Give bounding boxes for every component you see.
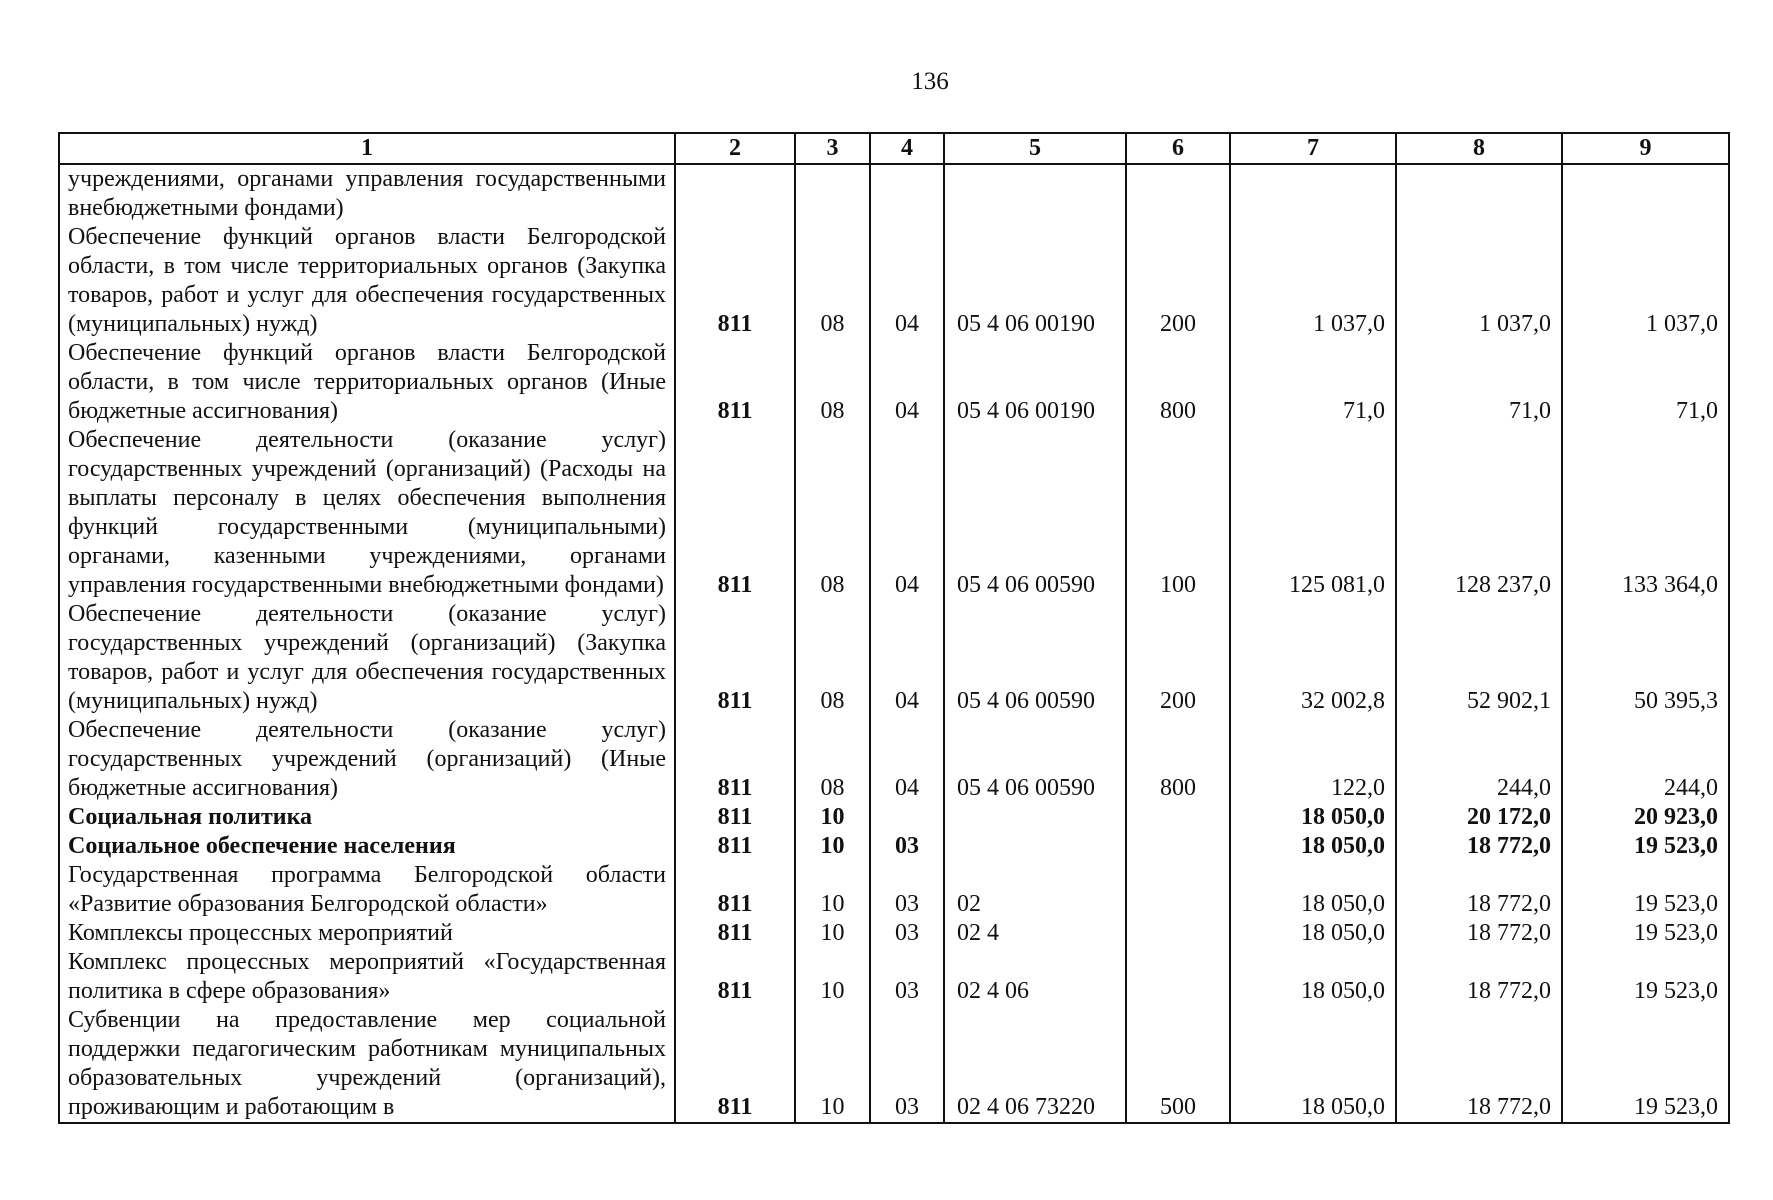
row-name: Обеспечение функций органов власти Белгородской области, в том числе территориальных органов (Закупка товаров, работ и услуг для обеспечения государственных (муниципальных) нужд) [59,223,675,339]
row-name: Комплекс процессных мероприятий «Государственная политика в сфере образования» [59,948,675,1006]
row-grbs: 811 [675,223,795,339]
row-grbs: 811 [675,1006,795,1123]
table-row [59,803,1729,832]
row-name: Обеспечение деятельности (оказание услуг) государственных учреждений (организаций) (Закупка товаров, работ и услуг для обеспечения государственных (муниципальных) нужд) [59,600,675,716]
row-amount-year3 [1562,164,1729,223]
col-header-csr: 5 [944,133,1126,164]
col-header-rz: 3 [795,133,870,164]
row-expense-type [1126,803,1230,832]
row-section: 08 [795,716,870,803]
row-amount-year1: 18 050,0 [1230,1006,1396,1123]
row-grbs: 811 [675,600,795,716]
row-amount-year1: 18 050,0 [1230,861,1396,919]
row-section: 10 [795,948,870,1006]
row-subsection [870,803,944,832]
table-body [59,164,1729,1123]
table-row [59,223,1729,339]
row-amount-year1: 122,0 [1230,716,1396,803]
row-amount-year2: 1 037,0 [1396,223,1562,339]
table-row [59,832,1729,861]
budget-table [58,132,1730,1124]
row-amount-year1: 18 050,0 [1230,919,1396,948]
row-target-article [944,832,1126,861]
row-amount-year1: 18 050,0 [1230,832,1396,861]
row-subsection: 03 [870,832,944,861]
table-row [59,948,1729,1006]
row-name: Социальная политика [59,803,675,832]
col-header-year2: 8 [1396,133,1562,164]
table-row [59,861,1729,919]
row-section: 08 [795,426,870,600]
row-section: 10 [795,1006,870,1123]
row-section: 10 [795,832,870,861]
row-expense-type [1126,164,1230,223]
row-amount-year2: 20 172,0 [1396,803,1562,832]
table-header-row [59,133,1729,164]
col-header-grbs: 2 [675,133,795,164]
col-header-year1: 7 [1230,133,1396,164]
row-subsection: 04 [870,339,944,426]
row-amount-year3: 71,0 [1562,339,1729,426]
row-amount-year1 [1230,164,1396,223]
row-target-article: 05 4 06 00190 [944,339,1126,426]
row-section [795,164,870,223]
row-amount-year3: 133 364,0 [1562,426,1729,600]
row-amount-year3: 19 523,0 [1562,861,1729,919]
table-row [59,919,1729,948]
row-amount-year3: 19 523,0 [1562,1006,1729,1123]
row-amount-year1: 18 050,0 [1230,803,1396,832]
row-expense-type [1126,948,1230,1006]
row-section: 08 [795,600,870,716]
row-target-article: 02 4 [944,919,1126,948]
row-amount-year1: 32 002,8 [1230,600,1396,716]
table-row [59,164,1729,223]
row-grbs: 811 [675,832,795,861]
row-grbs: 811 [675,861,795,919]
row-grbs: 811 [675,339,795,426]
row-grbs: 811 [675,803,795,832]
row-grbs: 811 [675,948,795,1006]
row-name: Субвенции на предоставление мер социальной поддержки педагогическим работникам муниципальных образовательных учреждений (организаций), проживающим и работающим в [59,1006,675,1123]
row-name: Обеспечение функций органов власти Белгородской области, в том числе территориальных органов (Иные бюджетные ассигнования) [59,339,675,426]
table-row [59,716,1729,803]
row-amount-year3: 19 523,0 [1562,832,1729,861]
row-name: Обеспечение деятельности (оказание услуг) государственных учреждений (организаций) (Расходы на выплаты персоналу в целях обеспечения выполнения функций государственными (муниципальными) органами, казенными учреждениями, органами управления государственными внебюджетными фондами) [59,426,675,600]
row-expense-type: 200 [1126,223,1230,339]
row-amount-year3: 19 523,0 [1562,948,1729,1006]
row-expense-type: 100 [1126,426,1230,600]
row-subsection: 03 [870,861,944,919]
row-subsection: 03 [870,948,944,1006]
row-amount-year3: 19 523,0 [1562,919,1729,948]
row-section: 08 [795,223,870,339]
row-target-article: 05 4 06 00590 [944,426,1126,600]
col-header-year3: 9 [1562,133,1729,164]
row-amount-year3: 244,0 [1562,716,1729,803]
row-amount-year2: 71,0 [1396,339,1562,426]
row-section: 10 [795,803,870,832]
row-target-article: 02 4 06 [944,948,1126,1006]
table-row [59,339,1729,426]
row-section: 08 [795,339,870,426]
row-grbs [675,164,795,223]
row-amount-year3: 20 923,0 [1562,803,1729,832]
row-expense-type: 800 [1126,716,1230,803]
row-subsection: 03 [870,1006,944,1123]
row-grbs: 811 [675,426,795,600]
row-section: 10 [795,861,870,919]
row-subsection: 03 [870,919,944,948]
row-expense-type: 500 [1126,1006,1230,1123]
row-subsection: 04 [870,716,944,803]
row-expense-type: 200 [1126,600,1230,716]
row-name: Социальное обеспечение населения [59,832,675,861]
row-amount-year2: 244,0 [1396,716,1562,803]
row-amount-year3: 50 395,3 [1562,600,1729,716]
row-target-article: 02 [944,861,1126,919]
row-name: Государственная программа Белгородской области «Развитие образования Белгородской области» [59,861,675,919]
row-expense-type [1126,919,1230,948]
row-name: Комплексы процессных мероприятий [59,919,675,948]
row-amount-year1: 18 050,0 [1230,948,1396,1006]
row-subsection: 04 [870,426,944,600]
table-row [59,600,1729,716]
row-grbs: 811 [675,919,795,948]
row-amount-year2: 18 772,0 [1396,919,1562,948]
row-amount-year2 [1396,164,1562,223]
page-number: 136 [911,68,949,95]
row-section: 10 [795,919,870,948]
row-amount-year1: 125 081,0 [1230,426,1396,600]
row-target-article: 05 4 06 00190 [944,223,1126,339]
row-subsection [870,164,944,223]
row-amount-year2: 18 772,0 [1396,861,1562,919]
row-target-article: 05 4 06 00590 [944,716,1126,803]
row-amount-year1: 1 037,0 [1230,223,1396,339]
row-target-article: 05 4 06 00590 [944,600,1126,716]
row-expense-type [1126,832,1230,861]
row-expense-type [1126,861,1230,919]
row-amount-year2: 18 772,0 [1396,1006,1562,1123]
col-header-vr: 6 [1126,133,1230,164]
col-header-name: 1 [59,133,675,164]
row-target-article [944,164,1126,223]
row-amount-year2: 18 772,0 [1396,948,1562,1006]
row-target-article: 02 4 06 73220 [944,1006,1126,1123]
row-name: учреждениями, органами управления государственными внебюджетными фондами) [59,164,675,223]
table-row [59,1006,1729,1123]
row-amount-year2: 128 237,0 [1396,426,1562,600]
row-expense-type: 800 [1126,339,1230,426]
table-row [59,426,1729,600]
row-amount-year2: 52 902,1 [1396,600,1562,716]
row-subsection: 04 [870,600,944,716]
row-name: Обеспечение деятельности (оказание услуг) государственных учреждений (организаций) (Иные бюджетные ассигнования) [59,716,675,803]
row-grbs: 811 [675,716,795,803]
row-amount-year3: 1 037,0 [1562,223,1729,339]
row-subsection: 04 [870,223,944,339]
row-amount-year2: 18 772,0 [1396,832,1562,861]
col-header-pr: 4 [870,133,944,164]
row-amount-year1: 71,0 [1230,339,1396,426]
row-target-article [944,803,1126,832]
